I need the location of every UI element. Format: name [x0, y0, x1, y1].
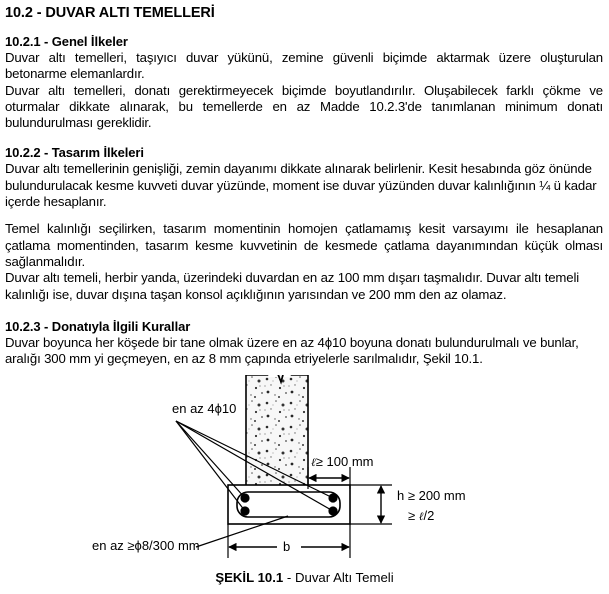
paragraph-10-2-2-2: Temel kalınlığı seçilirken, tasarım momentinin homojen çatlamamış kesit varsayımı ile hesaplanan çatlama momentinden, tasarım kesme kuvvetinin de kesmede çatlama dayanımından küçük olması sağlanmalıdır.	[5, 221, 603, 269]
heading-10-2-2: 10.2.2 - Tasarım İlkeleri	[5, 145, 144, 161]
footing-shape	[228, 485, 350, 524]
figure-10-1	[0, 375, 609, 590]
overhang-value: ≥ 100 mm	[315, 454, 374, 470]
label-height-2	[408, 508, 434, 523]
page-title: 10.2 - DUVAR ALTI TEMELLERİ	[5, 5, 215, 21]
height-dimension	[350, 485, 392, 524]
spacer	[5, 210, 603, 221]
paragraph-10-2-2-3: Duvar altı temeli, herbir yanda, üzerindeki duvardan en az 100 mm dışarı taşmalıdır. Duvar altı temeli kalınlığı ise, duvar dışına taşan konsol açıklığının yarısından ve 200 mm den az olamaz.	[5, 270, 580, 302]
height-2-post: /2	[423, 508, 435, 524]
heading-10-2-1: 10.2.1 - Genel İlkeler	[5, 34, 128, 49]
paragraph-10-2-3-1: Duvar boyunca her köşede bir tane olmak üzere en az 4ϕ10 boyuna donatı bulundurulmalı ve bunlar, aralığı 300 mm yi geçmeyen, en az 8 mm çapında etriyelerle sarılmalıdır, Şekil 10.1.	[5, 334, 579, 367]
height-2-pre: ≥	[408, 508, 419, 524]
label-width: b	[283, 539, 291, 555]
figure-caption	[0, 570, 609, 585]
heading-10-2-3: 10.2.3 - Donatıyla İlgili Kurallar	[5, 318, 191, 334]
paragraph-10-2-1-1: Duvar altı temelleri, taşıyıcı duvar yükünü, zemine güvenli biçimde aktarmak üzere oluşturulan betonarme elemanlardır.	[5, 50, 603, 82]
spacer	[5, 303, 603, 319]
overhang-symbol: ℓ	[311, 457, 316, 470]
figure-caption-text: - Duvar Altı Temeli	[283, 570, 394, 586]
label-height-1: h ≥ 200 mm	[397, 488, 466, 504]
label-rebar: en az 4ϕ10	[172, 401, 237, 417]
height-2-symbol: ℓ	[418, 511, 424, 524]
paragraph-10-2-1-2: Duvar altı temelleri, donatı gerektirmeyecek biçimde boyutlandırılır. Oluşabilecek farklı çökme ve oturmalar dikkate alınarak, bu temellerde en az Madde 10.2.3'de tanımlanan minimum donatı bulundurulması gereklidir.	[5, 82, 603, 131]
label-stirrup: en az ≥ϕ8/300 mm	[92, 538, 200, 554]
label-overhang	[311, 454, 374, 469]
spacer	[5, 131, 603, 145]
paragraph-10-2-2-1: Duvar altı temellerinin genişliği, zemin dayanımı dikkate alınarak belirlenir. Kesit hesabında göz önünde bulundurulacak kesme kuvveti duvar yüzünde, moment ise duvar yüzünden duvar kalınlığının ¼ ü kadar içerde hesaplanır.	[5, 161, 597, 210]
wall-shape	[246, 375, 308, 486]
figure-caption-number: ŞEKİL 10.1	[215, 570, 284, 586]
